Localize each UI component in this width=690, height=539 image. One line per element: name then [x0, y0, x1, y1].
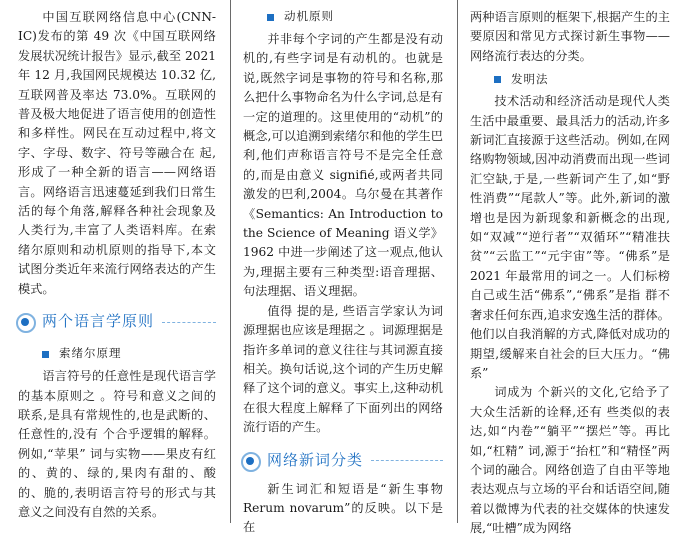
continued-paragraph: 两种语言原则的框架下,根据产生的主要原因和常见方式探讨新生事物——网络流行表达的分类。 — [470, 10, 670, 63]
section-title: 网络新词分类 — [267, 450, 364, 469]
subheading-saussure — [18, 341, 216, 367]
circle-bullet-icon — [239, 450, 261, 472]
buddha-paragraph: 词成为 个新兴的文化,它给予了大众生活新的诠释,还有 些类似的表达,如“内卷”“躺平”“摆烂”等。再比如,“杠精” 词,源于“抬杠”和“精怪”两个词的融合。网络创造了自由平等地表达观点与立场的平台和话语空间,随着以微博为代表的社交媒体的快速发展,“吐槽”成为网络 — [470, 385, 670, 536]
blue-square-icon — [494, 76, 501, 83]
subheading-invention — [470, 66, 670, 92]
section-heading-principles — [14, 307, 216, 337]
column-left — [18, 0, 216, 522]
subheading-text: 发明法 — [511, 71, 549, 86]
subheading-text: 索绪尔原理 — [59, 346, 122, 361]
blue-square-icon — [267, 14, 274, 21]
blue-square-icon — [42, 351, 49, 358]
etymology-paragraph: 值得 提的是, 些语言学家认为词源理据也应该是理据之 。词源理据是指许多单词的意义往往与其词源直接相关。换句话说,这个词的产生历史解释了这个词的意义。事实上,这种动机在很大程度上解释了下面列出的网络流行语的产生。 — [243, 303, 443, 435]
subheading-text: 动机原则 — [284, 9, 334, 24]
column-divider-left — [230, 0, 231, 523]
heading-rule — [371, 460, 443, 461]
column-middle — [243, 0, 443, 538]
classification-paragraph: 新生词汇和短语是“新生事物 Rerum novarum”的反映。以下是在 — [243, 481, 443, 535]
saussure-paragraph: 语言符号的任意性是现代语言学的基本原则之 。符号和意义之间的联系,是具有常规性的,也是武断的、任意性的,没有 个合乎逻辑的解释。例如,“苹果” 词与实物——果皮有红的、黄的、绿的,果肉有甜的、酸的、脆的,表明语言符号的形式与其意义之间没有自然的关系。 — [18, 369, 216, 519]
section-heading-classification — [239, 446, 443, 476]
column-divider-right — [457, 0, 458, 523]
intro-paragraph: 中国互联网络信息中心(CNN-IC)发布的第 49 次《中国互联网络发展状况统计报告》显示,截至 2021 年 12 月,我国网民规模达 10.32 亿,互联网普及率达 73.0%。互联网的普及极大地促进了语言使用的创造性和多样性。网民在互动过程中,将文字、字母、数字、符号等融合在 起,形成了一种全新的语言——网络语言。网络语言迅速蔓延到我们日常生活的每个角落,解释各种社会现象及人类行为,丰富了人类语料库。在索绪尔原则和动机原则的指导下,本文试图分类近年来流行网络表达的产生模式。 — [18, 10, 216, 296]
motivation-paragraph: 并非每个字词的产生都是没有动机的,有些字词是有动机的。也就是说,既然字词是事物的符号和名称,那么把什么事物命名为什么字词,总是有一定的道理的。这里使用的“动机”的概念,可以追溯到索绪尔和他的学生巴利,他们声称语言符号不是完全任意的,而是由意义 signifié,或两者共同激发的巴利,2004。乌尔曼在其著作《Semantics: An Introduction to the Science of Meaning 语义学》1962 中进一步阐述了这一观点,他认为,理据主要有三种类型:语音理据、句法理据、语义理据。 — [243, 32, 443, 299]
circle-bullet-icon — [14, 311, 36, 333]
section-title: 两个语言学原则 — [42, 312, 155, 331]
heading-rule — [162, 322, 216, 323]
column-right — [470, 0, 670, 539]
invention-paragraph: 技术活动和经济活动是现代人类生活中最重要、最具活力的活动,许多新词汇直接源于这些活动。例如,在网络购物领域,因冲动消费而出现一些词汇空缺,于是,一些新词产生了,如“野性消费”“尾款人”等。此外,新词的激增也是因为新现象和新概念的出现,如“双减”“逆行者”“双循环”“精准扶贫”“云监工”“元宇宙”等。“佛系”是 2021 年最常用的词之一。人们标榜自己或生活“佛系”,“佛系”是指 群不奢求任何东西,追求安逸生活的群体。他们以自我消解的方式,降低对成功的期望,缓解来自社会的巨大压力。“佛系” — [470, 94, 670, 380]
subheading-motivation — [243, 4, 443, 30]
